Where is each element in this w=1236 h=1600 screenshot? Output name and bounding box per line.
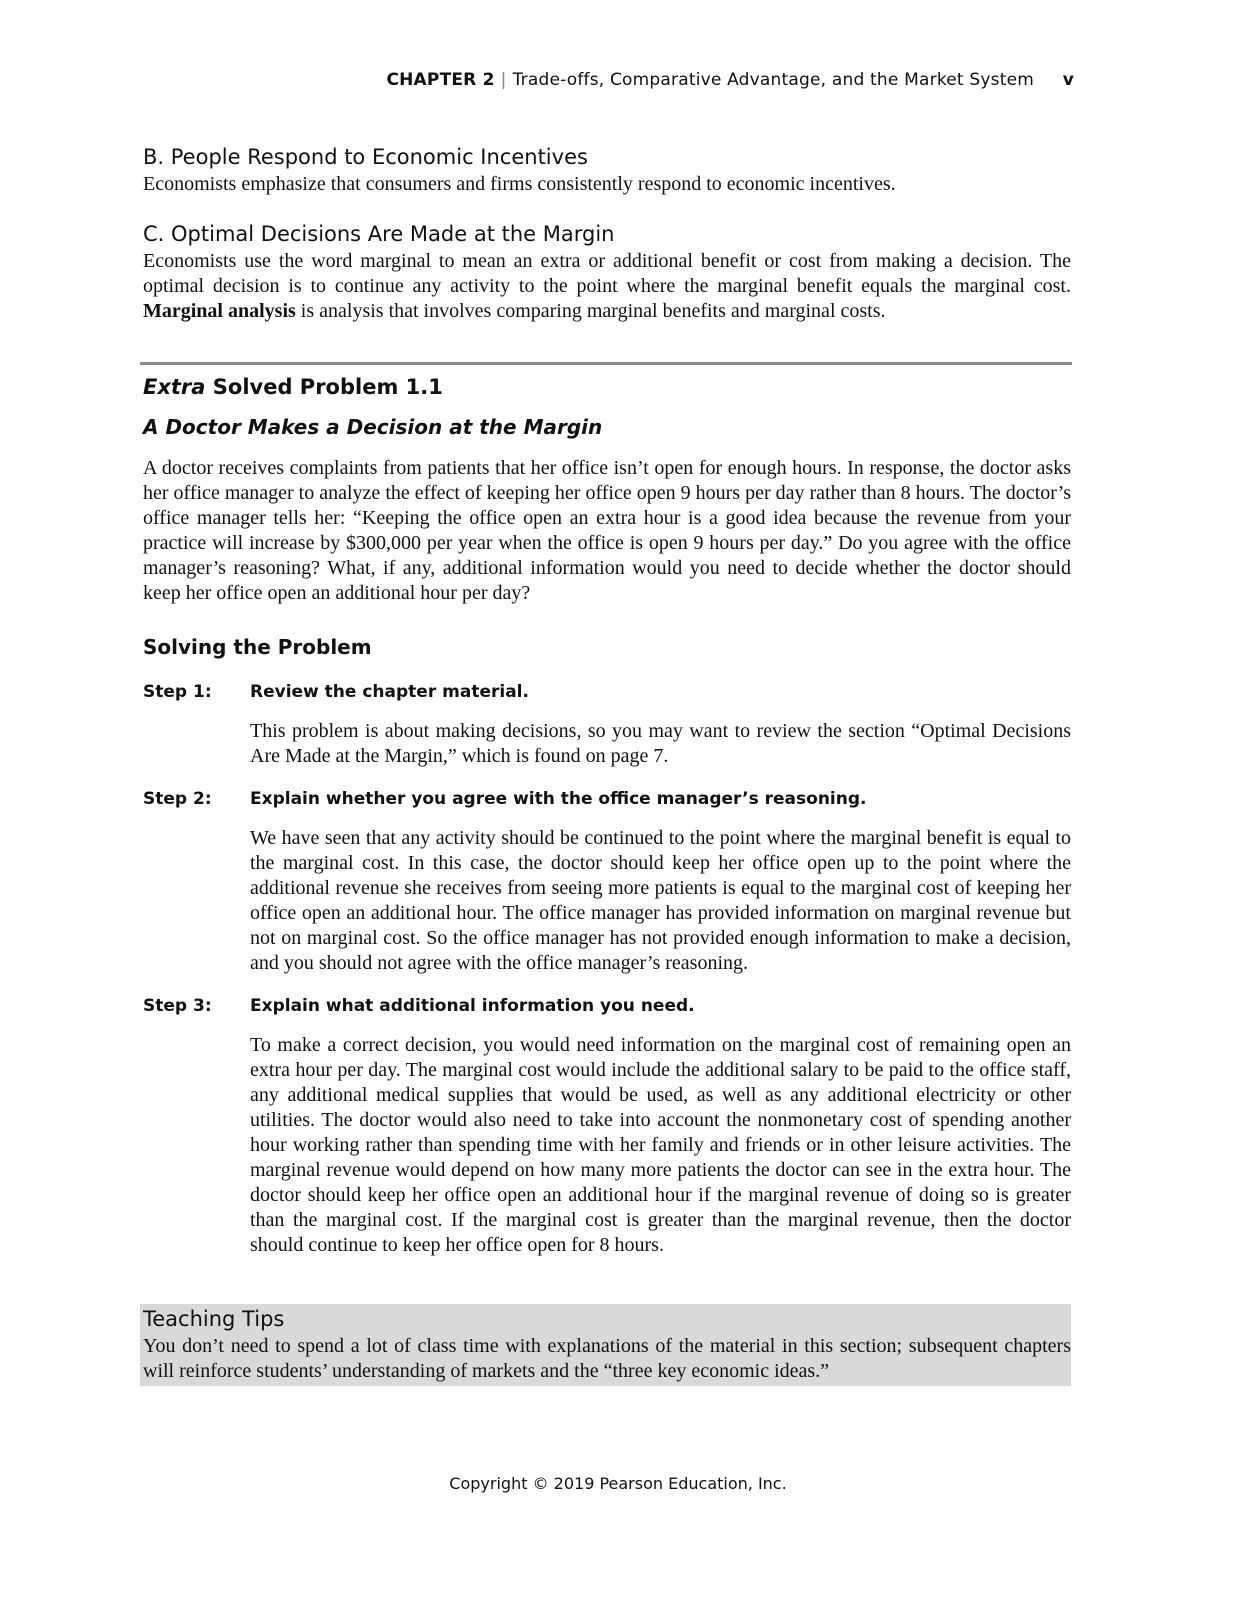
solved-problem xyxy=(143,372,1071,1258)
step-title: Explain what additional information you need. xyxy=(250,996,695,1016)
teaching-tips-box xyxy=(140,1304,1071,1386)
teaching-tips-heading: Teaching Tips xyxy=(143,1307,285,1331)
section-b-text: Economists emphasize that consumers and firms consistently respond to economic incentives. xyxy=(143,173,896,195)
copyright-footer: Copyright © 2019 Pearson Education, Inc. xyxy=(449,1474,787,1493)
problem-text: A doctor receives complaints from patients that her office isn’t open for enough hours. In response, the doctor asks her office manager to analyze the effect of keeping her office open 9 hours per day rather than 8 hours. The doctor’s office manager tells her: “Keeping the office open an extra hour is a good idea because the revenue from your practice will increase by $300,000 per year when the office is open 9 hours per day.” Do you agree with the office manager’s reasoning? What, if any, additional information would you need to decide whether the doctor should keep her office open an additional hour per day? xyxy=(143,457,1071,604)
solved-problem-label-italic: Extra xyxy=(143,375,206,399)
page-number: v xyxy=(1062,70,1074,90)
main-content xyxy=(143,142,1071,324)
section-c-text-part: Economists use the word marginal to mean an extra or additional benefit or cost from making a decision. The optimal decision is to continue any activity to the point where the marginal benefit equals the marginal cost. xyxy=(143,250,1071,297)
step-label: Step 1: xyxy=(143,682,212,702)
running-header xyxy=(140,70,1074,90)
chapter-label: CHAPTER 2 xyxy=(386,70,495,90)
step-label: Step 2: xyxy=(143,789,212,809)
step-text: We have seen that any activity should be continued to the point where the marginal benefit is equal to the marginal cost. In this case, the doctor should keep her office open up to the point where the additional revenue she receives from seeing more patients is equal to the marginal cost of keeping her office open an additional hour. The office manager has provided information on marginal revenue but not on marginal cost. So the office manager has not provided enough information to make a decision, and you should not agree with the office manager’s reasoning. xyxy=(250,827,1071,974)
teaching-tips-text: You don’t need to spend a lot of class time with explanations of the material in this section; subsequent chapters will reinforce students’ understanding of markets and the “three key economic ideas.” xyxy=(143,1335,1071,1382)
step-label: Step 3: xyxy=(143,996,212,1016)
section-divider xyxy=(140,362,1072,365)
solved-problem-label: Solved Problem 1.1 xyxy=(205,375,443,399)
step-title: Explain whether you agree with the office manager’s reasoning. xyxy=(250,789,867,809)
header-separator: | xyxy=(500,70,507,90)
section-c-text-part: is analysis that involves comparing marginal benefits and marginal costs. xyxy=(295,300,886,322)
solving-heading: Solving the Problem xyxy=(143,635,372,659)
section-c-heading: C. Optimal Decisions Are Made at the Margin xyxy=(143,222,615,246)
step-2 xyxy=(143,787,1071,976)
step-text: This problem is about making decisions, so you may want to review the section “Optimal Decisions Are Made at the Margin,” which is found on page 7. xyxy=(250,720,1071,767)
solved-problem-subtitle: A Doctor Makes a Decision at the Margin xyxy=(143,415,603,439)
step-3 xyxy=(143,994,1071,1258)
section-b-heading: B. People Respond to Economic Incentives xyxy=(143,145,588,169)
step-1 xyxy=(143,680,1071,769)
step-text: To make a correct decision, you would need information on the marginal cost of remaining open an extra hour per day. The marginal cost would include the additional salary to be paid to the office staff, any additional medical supplies that would be used, as well as any additional electricity or other utilities. The doctor would also need to take into account the nonmonetary cost of spending another hour working rather than spending time with her family and friends or in other leisure activities. The marginal revenue would depend on how many more patients the doctor can see in the extra hour. The doctor should keep her office open an additional hour if the marginal revenue of doing so is greater than the marginal cost. If the marginal cost is greater than the marginal revenue, then the doctor should continue to keep her office open for 8 hours. xyxy=(250,1034,1071,1256)
step-title: Review the chapter material. xyxy=(250,682,529,702)
chapter-title: Trade-offs, Comparative Advantage, and the Market System xyxy=(512,70,1034,90)
section-c-text xyxy=(143,249,1071,324)
solved-problem-title xyxy=(143,372,1071,402)
marginal-analysis-term: Marginal analysis xyxy=(143,300,296,322)
